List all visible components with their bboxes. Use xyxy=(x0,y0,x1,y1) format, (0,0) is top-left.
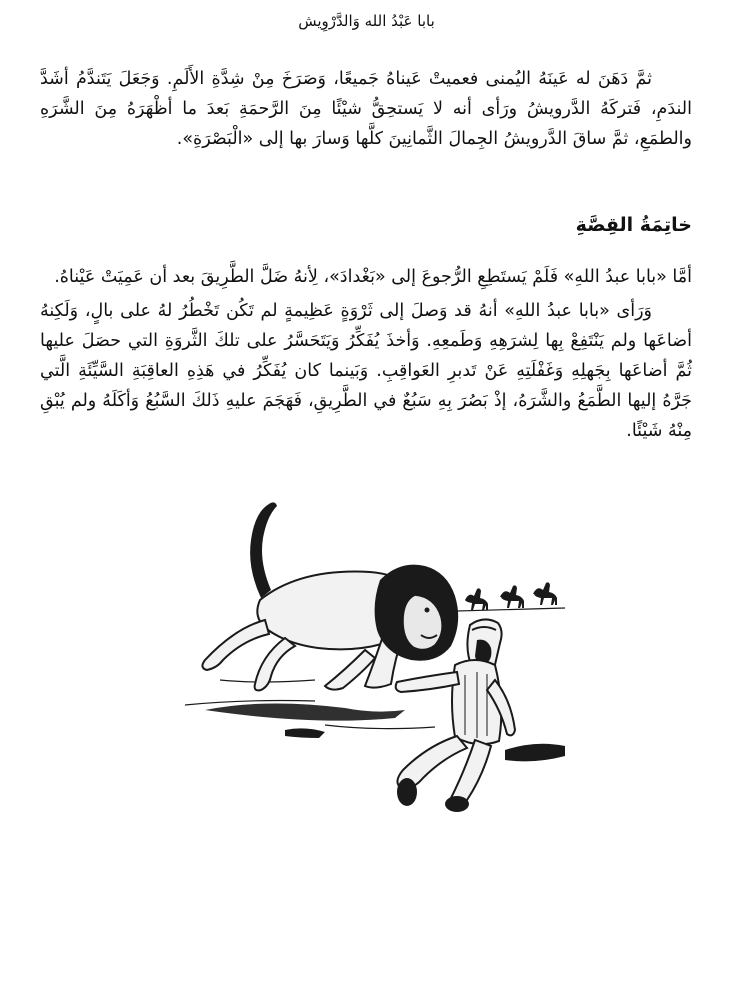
lion-attack-illustration xyxy=(165,500,570,825)
lion-shadow xyxy=(205,703,405,720)
lion-figure xyxy=(202,565,458,691)
lion-tail xyxy=(250,502,277,598)
paragraph-3: وَرَأى «بابا عبدُ اللهِ» أنهُ قد وَصلَ إلى ثَرْوَةٍ عَظِيمةٍ لم تَكُن تَخْطُرُ لهُ على بالٍ، وَلَكِنهُ أضاعَها ولم يَنْتَفِعْ بِها لِشرَهِهِ وَطَمعِهِ. وَأخذَ يُفَكِّرُ وَيَتَحَسَّرُ على تلكَ الثَّروَةِ التي حصَلَ عليها ثُمَّ أضاعَها بِجَهلِهِ وَغَفْلَتِهِ عَنْ تَدبرِ العَواقِبِ. وَبَينما كان يُفَكِّرُ في هَذِهِ العاقِبَةِ السَّيِّئَةِ الَّتي جَرَّهُ إليها الطَّمَعُ والشَّرَهُ، إذْ بَصُرَ بِهِ سَبُعٌ في الطَّرِيقِ، فَهَجَمَ عليهِ ذَلكَ السَّبُعُ وَأكَلَهُ ولم يُبْقِ مِنْهُ شَيْئًا. xyxy=(40,301,692,441)
section-heading: خاتِمَةُ القِصَّةِ xyxy=(575,214,692,236)
paragraph-2: أمَّا «بابا عبدُ اللهِ» فَلَمْ يَستَطِعِ الرُّجوعَ إلى «بَغْدادَ»، لِأنهُ ضَلَّ الطَّرِيقَ بعد أن عَمِيَتْ عَيْناهُ. xyxy=(54,267,692,287)
running-header: بابا عَبْدُ الله وَالدَّرْوِيش xyxy=(298,12,435,30)
paragraph-1: ثمَّ دَهَنَ له عَينَهُ اليُمنى فعميتْ عَيناهُ جَميعًا، وَصَرَخَ مِنْ شِدَّةِ الأَلَمِ. وَجَعَلَ يَتَندَّمُ أشَدَّ الندَمِ، فَتركَهُ الدَّرويشُ ورَأى أنه لا يَستحِقُّ شيْئًا مِنَ الرَّحمَةِ بَعدَ ما أظْهَرَهُ مِنَ الشَّرَهِ والطمَعِ، ثمَّ ساقَ الدَّرويشُ الجِمالَ الثَّمانِينَ كلَّها وَسارَ بها إلى «الْبَصْرَةِ». xyxy=(40,69,692,149)
